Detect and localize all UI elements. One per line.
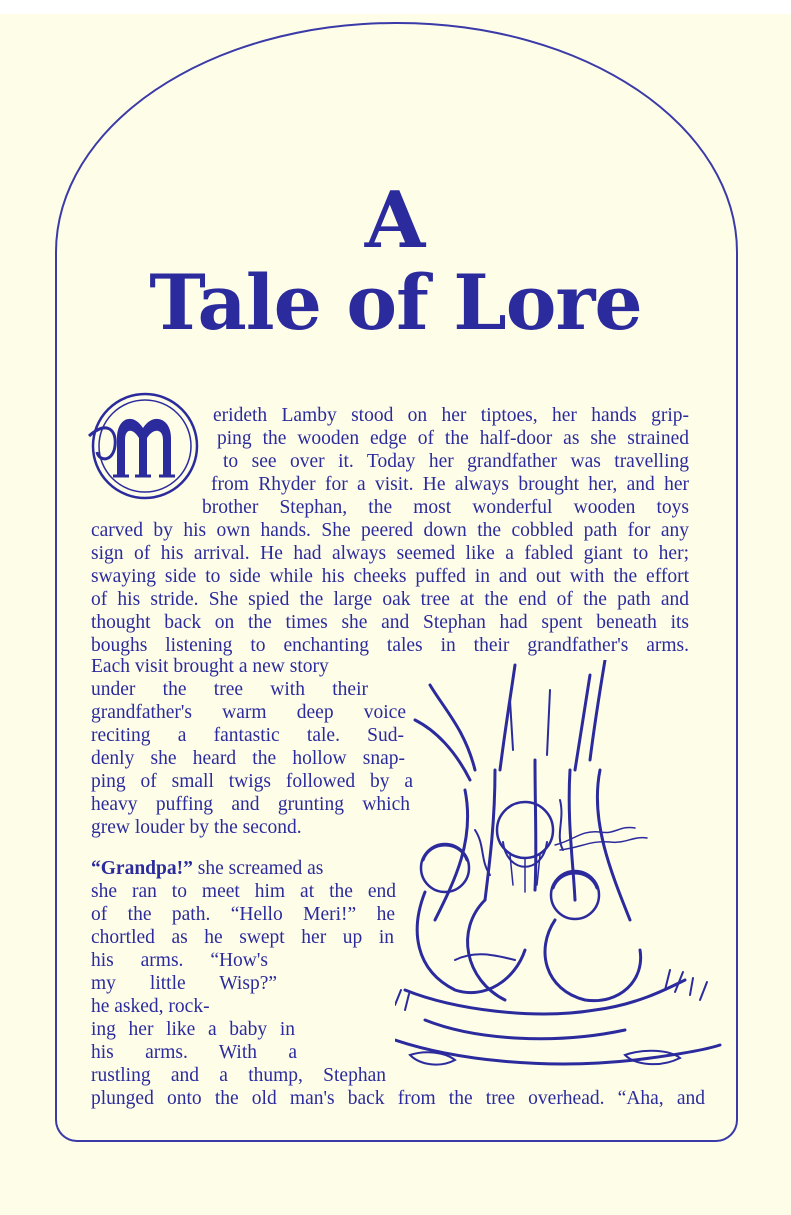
body-line: brother Stephan, the most wonderful wooden toys xyxy=(202,497,689,518)
body-line: reciting a fantastic tale. Sud- xyxy=(91,725,404,746)
page-title-line-2: Tale of Lore xyxy=(149,258,642,347)
ornate-drop-cap-m-icon xyxy=(87,390,207,502)
body-line: thought back on the times she and Stephan had spent beneath its xyxy=(91,612,689,633)
dialogue-line: plunged onto the old man's back from the tree overhead. “Aha, and xyxy=(91,1088,705,1109)
dialogue-line: his arms. With a xyxy=(91,1042,297,1063)
body-line: Each visit brought a new story xyxy=(91,656,329,677)
body-line: of his stride. She spied the large oak tree at the end of the path and xyxy=(91,589,689,610)
dialogue-line: she ran to meet him at the end xyxy=(91,881,396,902)
body-line: heavy puffing and grunting which xyxy=(91,794,410,815)
dialogue-line: my little Wisp?” xyxy=(91,973,277,994)
dialogue-line: his arms. “How's xyxy=(91,950,268,971)
body-line: under the tree with their xyxy=(91,679,368,700)
body-line: ping the wooden edge of the half-door as she strained xyxy=(217,428,689,449)
dialogue-line: rustling and a thump, Stephan xyxy=(91,1065,386,1086)
body-line: grew louder by the second. xyxy=(91,817,302,838)
page-top-edge xyxy=(0,0,791,14)
body-line: boughs listening to enchanting tales in their grandfather's arms. xyxy=(91,635,689,656)
body-line: from Rhyder for a visit. He always brought her, and her xyxy=(211,474,689,495)
body-line: grandfather's warm deep voice xyxy=(91,702,406,723)
dialogue-line-first xyxy=(91,858,411,880)
body-line: to see over it. Today her grandfather was travelling xyxy=(223,451,689,472)
dialogue-line: ing her like a baby in xyxy=(91,1019,295,1040)
body-line: denly she heard the hollow snap- xyxy=(91,748,405,769)
dialogue-line: she screamed as xyxy=(192,858,324,879)
body-line: ping of small twigs followed by a xyxy=(91,771,413,792)
body-line: carved by his own hands. She peered down the cobbled path for any xyxy=(91,520,689,541)
dialogue-line: he asked, rock- xyxy=(91,996,210,1017)
body-line: swaying side to side while his cheeks puffed in and out with the effort xyxy=(91,566,689,587)
grandfather-with-children-under-oak-tree-illustration-icon xyxy=(395,660,725,1100)
body-line: sign of his arrival. He had always seemed like a fabled giant to her; xyxy=(91,543,689,564)
grandpa-exclamation: “Grandpa!” xyxy=(91,858,193,879)
body-line: erideth Lamby stood on her tiptoes, her hands grip- xyxy=(213,405,689,426)
dialogue-line: of the path. “Hello Meri!” he xyxy=(91,904,395,925)
page-title-line-1: A xyxy=(364,175,427,266)
dialogue-line: chortled as he swept her up in xyxy=(91,927,394,948)
